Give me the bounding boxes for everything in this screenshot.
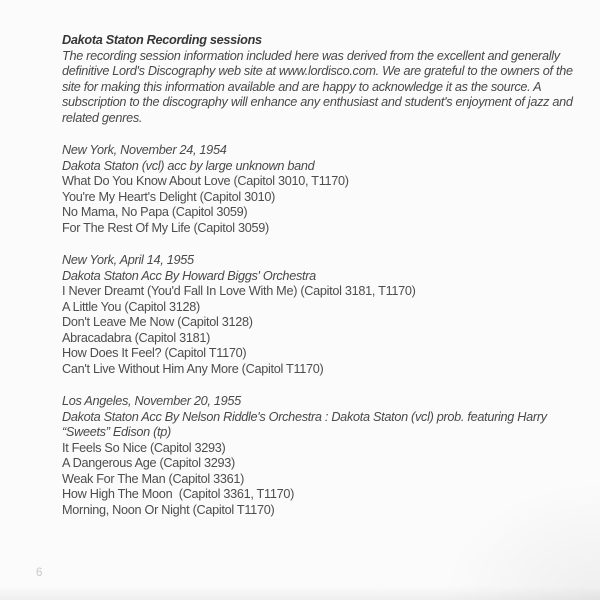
track-line: No Mama, No Papa (Capitol 3059) — [62, 205, 248, 219]
session-personnel: Dakota Staton (vcl) acc by large unknown band — [62, 158, 315, 173]
session-personnel: “Sweets” Edison (tp) — [62, 425, 171, 439]
track-line: A Dangerous Age (Capitol 3293) — [62, 456, 235, 470]
intro-block — [62, 33, 587, 126]
session-block — [62, 143, 587, 236]
track-line: Weak For The Man (Capitol 3361) — [62, 471, 245, 486]
intro-line: subscription to the discography will enhance any enthusiast and student's enjoyment of jazz and — [62, 95, 573, 109]
page-number: 6 — [36, 567, 43, 579]
track-line: It Feels So Nice (Capitol 3293) — [62, 440, 226, 455]
session-location-date: New York, November 24, 1954 — [62, 143, 227, 157]
track-line: How High The Moon (Capitol 3361, T1170) — [62, 487, 295, 501]
discography-content — [62, 33, 587, 535]
session-personnel: Dakota Staton Acc By Howard Biggs' Orchestra — [62, 268, 316, 283]
track-line: What Do You Know About Love (Capitol 3010, T1170) — [62, 174, 349, 188]
intro-line: related genres. — [62, 110, 143, 125]
track-line: Abracadabra (Capitol 3181) — [62, 330, 211, 345]
track-line: You're My Heart's Delight (Capitol 3010) — [62, 189, 276, 204]
track-line: For The Rest Of My Life (Capitol 3059) — [62, 220, 269, 235]
track-line: I Never Dreamt (You'd Fall In Love With Me) (Capitol 3181, T1170) — [62, 284, 416, 298]
intro-line: site for making this information available and are happy to acknowledge it as the source. A — [62, 79, 542, 94]
scan-shadow-bottom — [0, 586, 600, 600]
track-line: How Does It Feel? (Capitol T1170) — [62, 346, 247, 360]
session-location-date: New York, April 14, 1955 — [62, 253, 194, 267]
track-line: A Little You (Capitol 3128) — [62, 299, 200, 314]
track-line: Morning, Noon Or Night (Capitol T1170) — [62, 502, 275, 517]
intro-line: definitive Lord's Discography web site at www.lordisco.com. We are grateful to the owners of the — [62, 64, 573, 78]
session-block — [62, 253, 587, 377]
track-line: Can't Live Without Him Any More (Capitol T1170) — [62, 361, 324, 376]
session-location-date: Los Angeles, November 20, 1955 — [62, 394, 241, 408]
intro-line: The recording session information included here was derived from the excellent and generally — [62, 48, 560, 63]
track-line: Don't Leave Me Now (Capitol 3128) — [62, 315, 253, 329]
session-block — [62, 394, 587, 518]
session-personnel: Dakota Staton Acc By Nelson Riddle's Orchestra : Dakota Staton (vcl) prob. featuring Harry — [62, 409, 547, 424]
page-title: Dakota Staton Recording sessions — [62, 33, 262, 47]
